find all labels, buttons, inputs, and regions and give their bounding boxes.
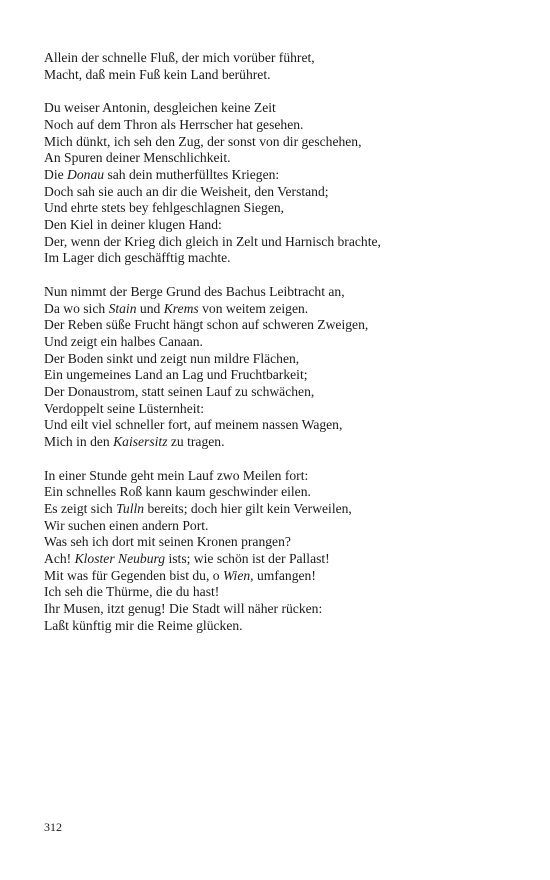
verse-text: Ich seh die Thürme, die du hast! (44, 584, 220, 600)
verse-line (44, 301, 524, 318)
verse-line (44, 250, 524, 267)
verse-line (44, 534, 524, 551)
verse-line (44, 184, 524, 201)
verse-line (44, 150, 524, 167)
verse-line (44, 117, 524, 134)
verse-text: Und zeigt ein halbes Canaan. (44, 333, 203, 349)
italic-name: Stain (108, 300, 137, 316)
verse-line (44, 167, 524, 184)
verse-text: Und eilt viel schneller fort, auf meinem nassen Wagen, (44, 417, 343, 433)
verse-text: Mit was für Gegenden bist du, o (44, 567, 223, 583)
verse-text: Den Kiel in deiner klugen Hand: (44, 217, 222, 233)
italic-name: Donau (67, 166, 105, 182)
stanza (44, 284, 524, 451)
verse-text: In einer Stunde geht mein Lauf zwo Meilen fort: (44, 467, 309, 483)
verse-line (44, 284, 524, 301)
verse-text: Verdoppelt seine Lüsternheit: (44, 400, 205, 416)
italic-name: Wien, (222, 567, 254, 583)
verse-line (44, 584, 524, 601)
verse-line (44, 618, 524, 635)
verse-line (44, 401, 524, 418)
verse-text: Noch auf dem Thron als Herrscher hat gesehen. (44, 116, 304, 132)
verse-text: An Spuren deiner Menschlichkeit. (44, 150, 231, 166)
verse-line (44, 67, 524, 84)
verse-line (44, 501, 524, 518)
verse-text: Die (44, 166, 68, 182)
verse-line (44, 50, 524, 67)
verse-line (44, 334, 524, 351)
verse-text: zu tragen. (167, 434, 225, 450)
verse-text: Der Reben süße Frucht hängt schon auf schweren Zweigen, (44, 317, 369, 333)
verse-line (44, 200, 524, 217)
verse-text: Ein ungemeines Land an Lag und Fruchtbarkeit; (44, 367, 308, 383)
verse-text: Ein schnelles Roß kann kaum geschwinder eilen. (44, 484, 311, 500)
verse-text: Der, wenn der Krieg dich gleich in Zelt und Harnisch brachte, (44, 233, 381, 249)
verse-line (44, 217, 524, 234)
verse-text: Es zeigt sich (44, 500, 117, 516)
verse-text: von weitem zeigen. (198, 300, 309, 316)
verse-text: sah dein mutherfülltes Kriegen: (104, 166, 280, 182)
verse-line (44, 518, 524, 535)
verse-text: Ihr Musen, itzt genug! Die Stadt will näher rücken: (44, 601, 323, 617)
italic-name: Krems (163, 300, 199, 316)
verse-text: Nun nimmt der Berge Grund des Bachus Leibtracht an, (44, 283, 345, 299)
verse-text: bereits; doch hier gilt kein Verweilen, (144, 500, 352, 516)
verse-text: Du weiser Antonin, desgleichen keine Zeit (44, 100, 276, 116)
italic-name: Tulln (116, 500, 145, 516)
verse-line (44, 134, 524, 151)
verse-line (44, 601, 524, 618)
verse-text: Wir suchen einen andern Port. (44, 517, 209, 533)
verse-text: und (136, 300, 164, 316)
verse-line (44, 551, 524, 568)
verse-text: umfangen! (253, 567, 316, 583)
italic-name: Kloster Neuburg (74, 551, 166, 567)
verse-line (44, 367, 524, 384)
verse-text: Und ehrte stets bey fehlgeschlagnen Siegen, (44, 200, 285, 216)
verse-line (44, 384, 524, 401)
verse-line (44, 484, 524, 501)
verse-line (44, 234, 524, 251)
stanza (44, 468, 524, 635)
verse-text: Allein der schnelle Fluß, der mich vorüber führet, (44, 50, 315, 65)
verse-text: Der Boden sinkt und zeigt nun mildre Flächen, (44, 350, 300, 366)
verse-text: Laßt künftig mir die Reime glücken. (44, 617, 243, 633)
verse-text: Mich dünkt, ich seh den Zug, der sonst von dir geschehen, (44, 133, 362, 149)
verse-text: ists; wie schön ist der Pallast! (165, 551, 330, 567)
italic-name: Kaisersitz (113, 434, 168, 450)
verse-line (44, 351, 524, 368)
verse-line (44, 317, 524, 334)
verse-line (44, 417, 524, 434)
poem-body (44, 50, 524, 651)
verse-text: Was seh ich dort mit seinen Kronen prangen? (44, 534, 291, 550)
verse-text: Ach! (44, 551, 75, 567)
verse-line (44, 100, 524, 117)
verse-line (44, 468, 524, 485)
verse-text: Da wo sich (44, 300, 109, 316)
verse-text: Mich in den (44, 434, 114, 450)
verse-line (44, 568, 524, 585)
verse-line (44, 434, 524, 451)
stanza (44, 50, 524, 83)
verse-text: Macht, daß mein Fuß kein Land berühret. (44, 66, 271, 82)
verse-text: Der Donaustrom, statt seinen Lauf zu schwächen, (44, 384, 315, 400)
page-number: 312 (44, 820, 62, 834)
verse-text: Im Lager dich geschäfftig machte. (44, 250, 231, 266)
stanza (44, 100, 524, 267)
verse-text: Doch sah sie auch an dir die Weisheit, den Verstand; (44, 183, 329, 199)
